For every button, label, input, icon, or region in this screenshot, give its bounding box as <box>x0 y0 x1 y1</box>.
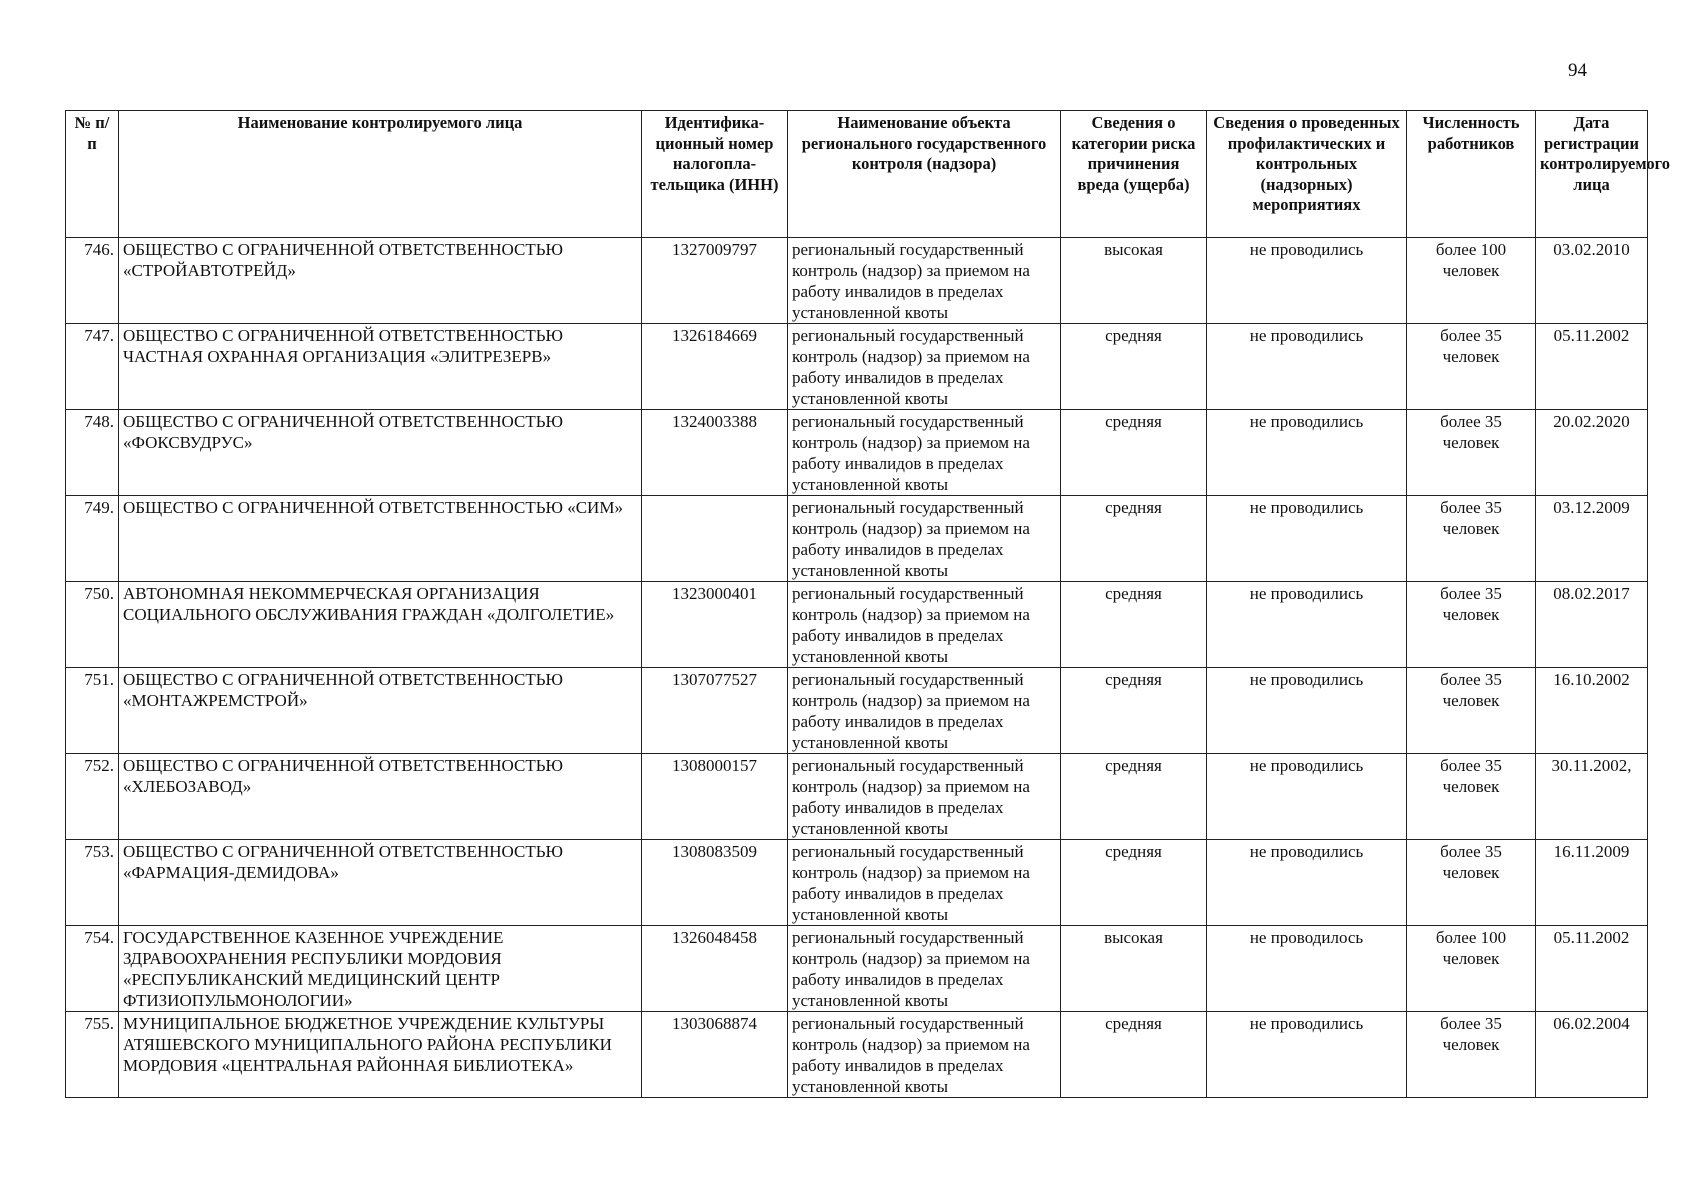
header-risk: Сведения о категории риска причинения вреда (ущерба) <box>1061 111 1207 238</box>
table-header-row <box>66 111 1648 238</box>
header-object: Наименование объекта регионального государственного контроля (надзора) <box>788 111 1061 238</box>
cell-inn: 1323000401 <box>642 582 788 668</box>
cell-inn: 1327009797 <box>642 238 788 324</box>
cell-num: 752. <box>66 754 119 840</box>
cell-risk: высокая <box>1061 238 1207 324</box>
cell-name: ОБЩЕСТВО С ОГРАНИЧЕННОЙ ОТВЕТСТВЕННОСТЬЮ «ХЛЕБОЗАВОД» <box>119 754 642 840</box>
cell-events: не проводились <box>1207 410 1407 496</box>
cell-name: ОБЩЕСТВО С ОГРАНИЧЕННОЙ ОТВЕТСТВЕННОСТЬЮ «СТРОЙАВТОТРЕЙД» <box>119 238 642 324</box>
cell-date: 08.02.2017 <box>1536 582 1648 668</box>
cell-inn <box>642 496 788 582</box>
cell-inn: 1303068874 <box>642 1012 788 1098</box>
table-row <box>66 1012 1648 1098</box>
cell-employees: более 35 человек <box>1407 582 1536 668</box>
table-row <box>66 324 1648 410</box>
cell-date: 03.12.2009 <box>1536 496 1648 582</box>
cell-date: 16.10.2002 <box>1536 668 1648 754</box>
table-row <box>66 840 1648 926</box>
table-row <box>66 238 1648 324</box>
cell-events: не проводились <box>1207 324 1407 410</box>
cell-num: 747. <box>66 324 119 410</box>
cell-events: не проводились <box>1207 238 1407 324</box>
header-inn: Идентифика-ционный номер налогопла-тельщика (ИНН) <box>642 111 788 238</box>
cell-object: региональный государственный контроль (надзор) за приемом на работу инвалидов в пределах установленной квоты <box>788 582 1061 668</box>
cell-inn: 1326048458 <box>642 926 788 1012</box>
cell-events: не проводились <box>1207 582 1407 668</box>
cell-name: ОБЩЕСТВО С ОГРАНИЧЕННОЙ ОТВЕТСТВЕННОСТЬЮ «МОНТАЖРЕМСТРОЙ» <box>119 668 642 754</box>
cell-num: 748. <box>66 410 119 496</box>
cell-date: 05.11.2002 <box>1536 324 1648 410</box>
cell-risk: средняя <box>1061 410 1207 496</box>
cell-name: ОБЩЕСТВО С ОГРАНИЧЕННОЙ ОТВЕТСТВЕННОСТЬЮ «ФОКСВУДРУС» <box>119 410 642 496</box>
table-row <box>66 668 1648 754</box>
cell-risk: средняя <box>1061 582 1207 668</box>
table-row <box>66 496 1648 582</box>
cell-object: региональный государственный контроль (надзор) за приемом на работу инвалидов в пределах установленной квоты <box>788 1012 1061 1098</box>
cell-inn: 1307077527 <box>642 668 788 754</box>
cell-name: ОБЩЕСТВО С ОГРАНИЧЕННОЙ ОТВЕТСТВЕННОСТЬЮ «ФАРМАЦИЯ-ДЕМИДОВА» <box>119 840 642 926</box>
cell-date: 06.02.2004 <box>1536 1012 1648 1098</box>
cell-employees: более 35 человек <box>1407 840 1536 926</box>
table-row <box>66 926 1648 1012</box>
cell-object: региональный государственный контроль (надзор) за приемом на работу инвалидов в пределах установленной квоты <box>788 324 1061 410</box>
cell-events: не проводились <box>1207 840 1407 926</box>
header-name: Наименование контролируемого лица <box>119 111 642 238</box>
cell-risk: высокая <box>1061 926 1207 1012</box>
cell-employees: более 35 человек <box>1407 1012 1536 1098</box>
cell-risk: средняя <box>1061 324 1207 410</box>
cell-risk: средняя <box>1061 496 1207 582</box>
cell-object: региональный государственный контроль (надзор) за приемом на работу инвалидов в пределах установленной квоты <box>788 926 1061 1012</box>
header-employees: Численность работников <box>1407 111 1536 238</box>
cell-object: региональный государственный контроль (надзор) за приемом на работу инвалидов в пределах установленной квоты <box>788 668 1061 754</box>
cell-name: ОБЩЕСТВО С ОГРАНИЧЕННОЙ ОТВЕТСТВЕННОСТЬЮ ЧАСТНАЯ ОХРАННАЯ ОРГАНИЗАЦИЯ «ЭЛИТРЕЗЕРВ» <box>119 324 642 410</box>
table-row <box>66 410 1648 496</box>
cell-date: 30.11.2002, <box>1536 754 1648 840</box>
cell-num: 754. <box>66 926 119 1012</box>
cell-date: 05.11.2002 <box>1536 926 1648 1012</box>
cell-risk: средняя <box>1061 668 1207 754</box>
cell-num: 753. <box>66 840 119 926</box>
cell-employees: более 35 человек <box>1407 410 1536 496</box>
cell-events: не проводилось <box>1207 926 1407 1012</box>
cell-name: ОБЩЕСТВО С ОГРАНИЧЕННОЙ ОТВЕТСТВЕННОСТЬЮ «СИМ» <box>119 496 642 582</box>
cell-name: АВТОНОМНАЯ НЕКОММЕРЧЕСКАЯ ОРГАНИЗАЦИЯ СОЦИАЛЬНОГО ОБСЛУЖИВАНИЯ ГРАЖДАН «ДОЛГОЛЕТИЕ» <box>119 582 642 668</box>
header-events: Сведения о проведенных профилактических и контрольных (надзорных) мероприятиях <box>1207 111 1407 238</box>
cell-inn: 1308000157 <box>642 754 788 840</box>
cell-risk: средняя <box>1061 754 1207 840</box>
cell-risk: средняя <box>1061 1012 1207 1098</box>
cell-object: региональный государственный контроль (надзор) за приемом на работу инвалидов в пределах установленной квоты <box>788 410 1061 496</box>
cell-name: ГОСУДАРСТВЕННОЕ КАЗЕННОЕ УЧРЕЖДЕНИЕ ЗДРАВООХРАНЕНИЯ РЕСПУБЛИКИ МОРДОВИЯ «РЕСПУБЛИКАНСКИЙ МЕДИЦИНСКИЙ ЦЕНТР ФТИЗИОПУЛЬМОНОЛОГИИ» <box>119 926 642 1012</box>
cell-num: 749. <box>66 496 119 582</box>
cell-object: региональный государственный контроль (надзор) за приемом на работу инвалидов в пределах установленной квоты <box>788 840 1061 926</box>
page-number: 94 <box>1568 60 1587 81</box>
cell-num: 746. <box>66 238 119 324</box>
cell-name: МУНИЦИПАЛЬНОЕ БЮДЖЕТНОЕ УЧРЕЖДЕНИЕ КУЛЬТУРЫ АТЯШЕВСКОГО МУНИЦИПАЛЬНОГО РАЙОНА РЕСПУБЛИКИ МОРДОВИЯ «ЦЕНТРАЛЬНАЯ РАЙОННАЯ БИБЛИОТЕКА» <box>119 1012 642 1098</box>
cell-inn: 1326184669 <box>642 324 788 410</box>
cell-risk: средняя <box>1061 840 1207 926</box>
cell-date: 03.02.2010 <box>1536 238 1648 324</box>
cell-employees: более 35 человек <box>1407 496 1536 582</box>
cell-date: 16.11.2009 <box>1536 840 1648 926</box>
cell-employees: более 100 человек <box>1407 926 1536 1012</box>
header-date: Дата регистрации контролируемого лица <box>1536 111 1648 238</box>
cell-events: не проводились <box>1207 754 1407 840</box>
table-row <box>66 582 1648 668</box>
cell-num: 755. <box>66 1012 119 1098</box>
cell-events: не проводились <box>1207 496 1407 582</box>
registry-table <box>65 110 1670 1098</box>
cell-employees: более 35 человек <box>1407 668 1536 754</box>
cell-inn: 1308083509 <box>642 840 788 926</box>
cell-events: не проводились <box>1207 668 1407 754</box>
table-row <box>66 754 1648 840</box>
cell-employees: более 35 человек <box>1407 324 1536 410</box>
cell-employees: более 100 человек <box>1407 238 1536 324</box>
cell-employees: более 35 человек <box>1407 754 1536 840</box>
cell-num: 751. <box>66 668 119 754</box>
cell-object: региональный государственный контроль (надзор) за приемом на работу инвалидов в пределах установленной квоты <box>788 496 1061 582</box>
header-num: № п/п <box>66 111 119 238</box>
cell-num: 750. <box>66 582 119 668</box>
cell-object: региональный государственный контроль (надзор) за приемом на работу инвалидов в пределах установленной квоты <box>788 754 1061 840</box>
cell-object: региональный государственный контроль (надзор) за приемом на работу инвалидов в пределах установленной квоты <box>788 238 1061 324</box>
cell-events: не проводились <box>1207 1012 1407 1098</box>
cell-inn: 1324003388 <box>642 410 788 496</box>
cell-date: 20.02.2020 <box>1536 410 1648 496</box>
